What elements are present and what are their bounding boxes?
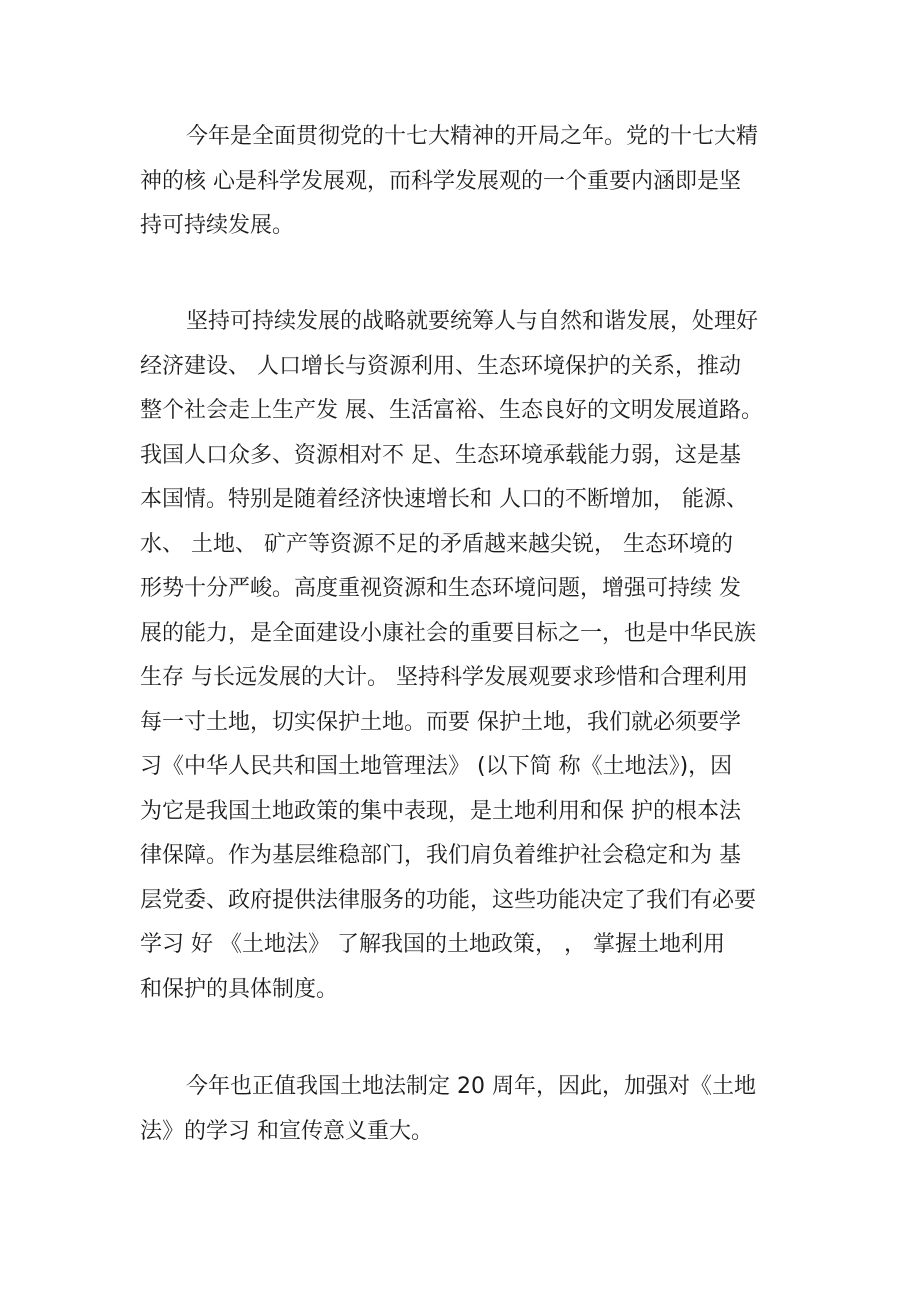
- text-line: 持可持续发展。: [140, 213, 295, 238]
- text-line: 经济建设、 人口增长与资源利用、生态环境保护的关系，推动: [140, 353, 741, 379]
- text-line: 展的能力，是全面建设小康社会的重要目标之一，也是中华民族: [140, 620, 757, 646]
- text-line: 层党委、政府提供法律服务的功能，这些功能决定了我们有必要: [140, 887, 757, 913]
- text-line: 学习 好 《土地法》 了解我国的土地政策， ， 掌握土地利用: [140, 932, 725, 957]
- text-line: 习《中华人民共和国土地管理法》 (以下简 称《土地法》)，因: [140, 754, 733, 779]
- text-line: 和保护的具体制度。: [140, 976, 339, 1002]
- text-line: 整个社会走上生产发 展、生活富裕、生态良好的文明发展道路。: [140, 398, 763, 423]
- text-line: 我国人口众多、资源相对不 足、生态环境承载能力弱，这是基: [140, 442, 741, 468]
- paragraph-1: [140, 115, 800, 249]
- text-line: 为它是我国土地政策的集中表现，是土地利用和保 护的根本法: [140, 798, 741, 824]
- paragraph-3: [140, 1065, 800, 1154]
- text-line: 坚持可持续发展的战略就要统筹人与自然和谐发展，处理好: [186, 309, 759, 334]
- text-line: 法》的学习 和宣传意义重大。: [140, 1118, 433, 1144]
- text-line: 水、 土地、 矿产等资源不足的矛盾越来越尖锐， 生态环境的: [140, 531, 733, 557]
- text-line: 今年也正值我国土地法制定 20 周年，因此，加强对《土地: [186, 1074, 756, 1099]
- text-line: 今年是全面贯彻党的十七大精神的开局之年。党的十七大精: [186, 124, 759, 149]
- text-line: 形势十分严峻。高度重视资源和生态环境问题，增强可持续 发: [140, 576, 741, 601]
- paragraph-2: [140, 300, 800, 1012]
- text-line: 本国情。特别是随着经济快速增长和 人口的不断增加， 能源、: [140, 487, 748, 512]
- text-line: 每一寸土地，切实保护土地。而要 保护土地，我们就必须要学: [140, 709, 741, 735]
- text-line: 生存 与长远发展的大计。 坚持科学发展观要求珍惜和合理利用: [140, 665, 748, 690]
- text-line: 神的核 心是科学发展观，而科学发展观的一个重要内涵即是坚: [140, 168, 741, 194]
- text-line: 律保障。作为基层维稳部门，我们肩负着维护社会稳定和为 基: [140, 843, 741, 868]
